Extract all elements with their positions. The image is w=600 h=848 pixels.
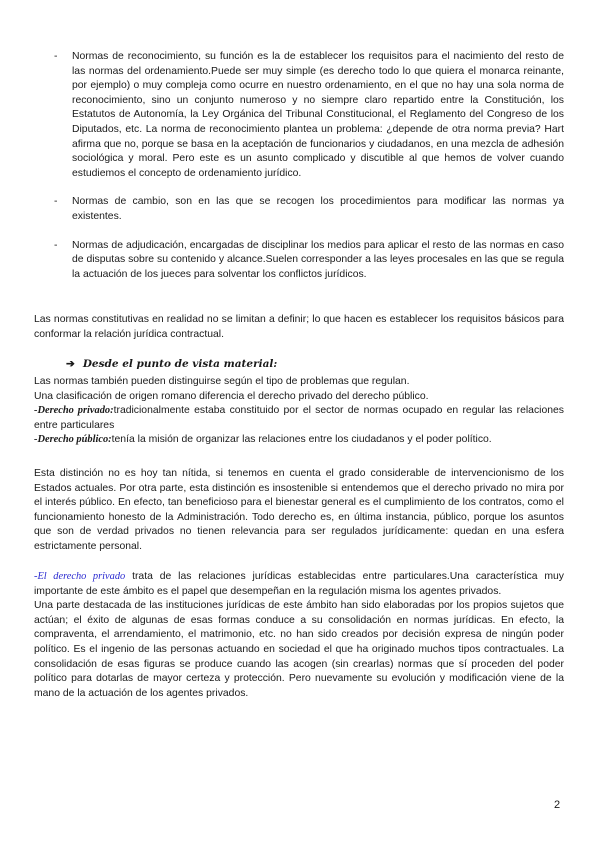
paragraph-constitutivas: Las normas constitutivas en realidad no se limitan a definir; lo que hacen es establecer los requisitos básicos para conformar la relación jurídica contractual. xyxy=(34,314,564,340)
material-line-1: Las normas también pueden distinguirse según el tipo de problemas que regulan. xyxy=(34,376,410,387)
arrow-right-icon: ➔ xyxy=(66,358,75,370)
section-heading xyxy=(66,357,277,372)
material-line-2: Una clasificación de origen romano diferencia el derecho privado del derecho público. xyxy=(34,390,429,402)
definition-text: tenía la misión de organizar las relaciones entre los ciudadanos y el poder político. xyxy=(111,434,492,446)
definition-text: tradicionalmente estaba constituido por el sector de normas ocupado en regular las relaciones entre particulares xyxy=(34,405,564,431)
bullet-adjudicacion xyxy=(34,239,564,283)
privado-intro xyxy=(34,570,564,599)
definition-derecho-privado xyxy=(34,404,564,433)
paragraph-distincion: Esta distinción no es hoy tan nítida, si tenemos en cuenta el grado considerable de intervencionismo de los Estados actuales. Por otra parte, esta distinción es insostenible si entendemos que el derecho privado no mira por el interés público. En efecto, tan beneficioso para el bienestar general es el cumplimiento de los contratos, como el funcionamiento honesto de la Administración. Todo derecho es, en última instancia, público, porque los asuntos que son de verdad privados no tienen relevancia para ser regulados jurídicamente: quedan en una esfera estrictamente personal. xyxy=(34,468,564,552)
bullet-dash: - xyxy=(54,51,58,62)
term-derecho-publico: -Derecho público: xyxy=(34,434,112,446)
bullet-dash: - xyxy=(54,196,58,208)
bullet-list xyxy=(34,50,564,296)
term-el-derecho-privado: -El derecho privado xyxy=(34,571,126,582)
bullet-text: Normas de adjudicación, encargadas de disciplinar los medios para aplicar el resto de las normas en caso de disputas sobre su contenido y alcance.Suelen corresponder a las leyes procesales en las que se regula la actuación de los jueces para solventar los conflictos jurídicos. xyxy=(72,239,564,280)
bullet-reconocimiento xyxy=(34,50,564,181)
heading-text: Desde el punto de vista material: xyxy=(82,358,278,370)
bullet-dash: - xyxy=(54,239,58,251)
definition-derecho-publico xyxy=(34,433,564,448)
privado-text-2: Una parte destacada de las instituciones jurídicas de este ámbito han sido elaboradas por los propios sujetos que actúan; el éxito de algunas de esas formas conduce a su consolidación en normas jurídicas. En efecto, la compraventa, el arrendamiento, el matrimonio, etc. no han sido creados por decisión expresa de ningún poder político. Es el ingenio de las personas actuando en sociedad el que ha originado muchos tipos contractuales. La consolidación de esas figuras se produce cuando las acogen (sin crearlas) normas que sí proceden del poder político para dotarlas de mayor certeza y protección. Pero nuevamente su evolución y modificación viene de la mano de la actuación de los agentes privados. xyxy=(34,600,564,699)
bullet-cambio xyxy=(34,195,564,224)
paragraph-derecho-privado xyxy=(34,570,564,701)
page-number: 2 xyxy=(554,799,561,811)
term-derecho-privado: -Derecho privado: xyxy=(34,405,114,417)
privado-text-1: trata de las relaciones jurídicas establecidas entre particulares.Una característica muy importante de este ámbito es el papel que desempeñan en la regulación misma los agentes privados. xyxy=(34,571,564,597)
paragraph-material xyxy=(34,375,564,448)
bullet-text: Normas de cambio, son en las que se recogen los procedimientos para modificar las normas ya existentes. xyxy=(72,196,564,222)
bullet-text: Normas de reconocimiento, su función es la de establecer los requisitos para el nacimiento del resto de las normas del ordenamiento.Puede ser muy simple (es derecho todo lo que quiera el monarca reinante, por ejemplo) o muy compleja como ocurre en nuestro ordenamiento, en el que no hay una sola norma de reconocimiento, sino un conjunto numeroso y no siempre claro repartido entre la Constitución, los Estatutos de Autonomía, la Ley Orgánica del Tribunal Constitucional, el Reglamento del Congreso de los Diputados, etc. La norma de reconocimiento plantea un problema: ¿depende de otra norma previa? Hart afirma que no, porque se basa en la aceptación de funcionarios y ciudadanos, en una mezcla de adhesión sociológica y moral. Pero este es un asunto complicado y discutible al que hemos de volver cuando estudiemos el concepto de ordenamiento jurídico. xyxy=(72,51,564,179)
